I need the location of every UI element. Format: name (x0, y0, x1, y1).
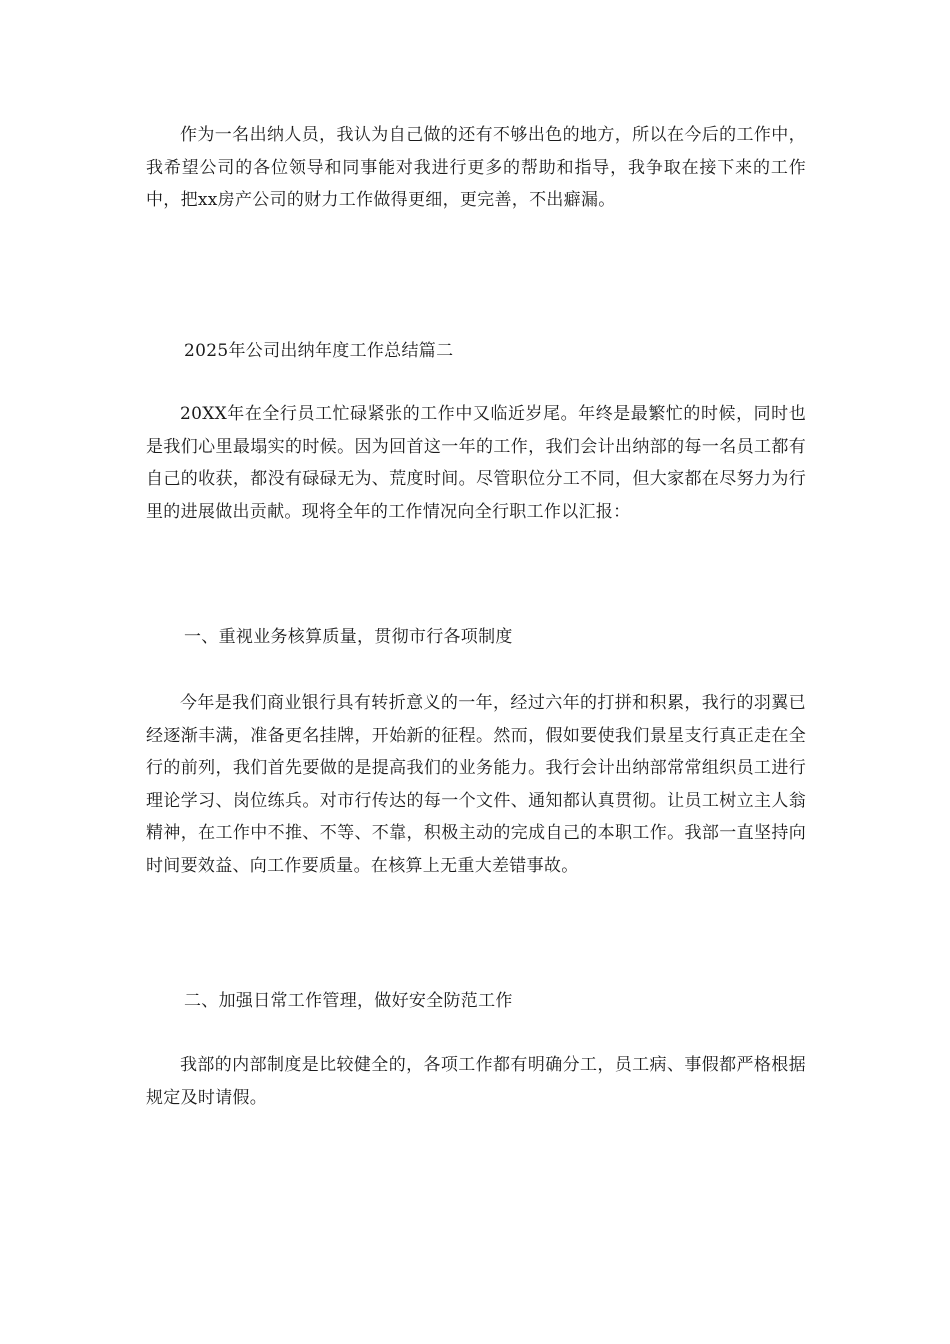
subsection-heading: 一、重视业务核算质量，贯彻市行各项制度 (184, 627, 513, 647)
body-paragraph: 今年是我们商业银行具有转折意义的一年，经过六年的打拼和积累，我行的羽翼已经逐渐丰满，准备更名挂牌，开始新的征程。然而，假如要使我们景星支行真正走在全行的前列，我们首先要做的是提高我们的业务能力。我行会计出纳部常常组织员工进行理论学习、岗位练兵。对市行传达的每一个文件、通知都认真贯彻。让员工树立主人翁精神，在工作中不推、不等、不靠，积极主动的完成自己的本职工作。我部一直坚持向时间要效益、向工作要质量。在核算上无重大差错事故。 (146, 693, 806, 876)
body-paragraph: 20XX年在全行员工忙碌紧张的工作中又临近岁尾。年终是最繁忙的时候，同时也是我们心里最塌实的时候。因为回首这一年的工作，我们会计出纳部的每一名员工都有自己的收获，都没有碌碌无为、荒度时间。尽管职位分工不同，但大家都在尽努力为行里的进展做出贡献。现将全年的工作情况向全行职工作以汇报： (146, 404, 806, 522)
body-paragraph: 作为一名出纳人员，我认为自己做的还有不够出色的地方，所以在今后的工作中，我希望公司的各位领导和同事能对我进行更多的帮助和指导，我争取在接下来的工作中，把xx房产公司的财力工作做得更细，更完善，不出癖漏。 (146, 125, 806, 210)
body-paragraph: 我部的内部制度是比较健全的，各项工作都有明确分工，员工病、事假都严格根据规定及时请假。 (146, 1055, 806, 1108)
section-title: 2025年公司出纳年度工作总结篇二 (184, 341, 454, 361)
subsection-heading: 二、加强日常工作管理，做好安全防范工作 (184, 991, 513, 1011)
